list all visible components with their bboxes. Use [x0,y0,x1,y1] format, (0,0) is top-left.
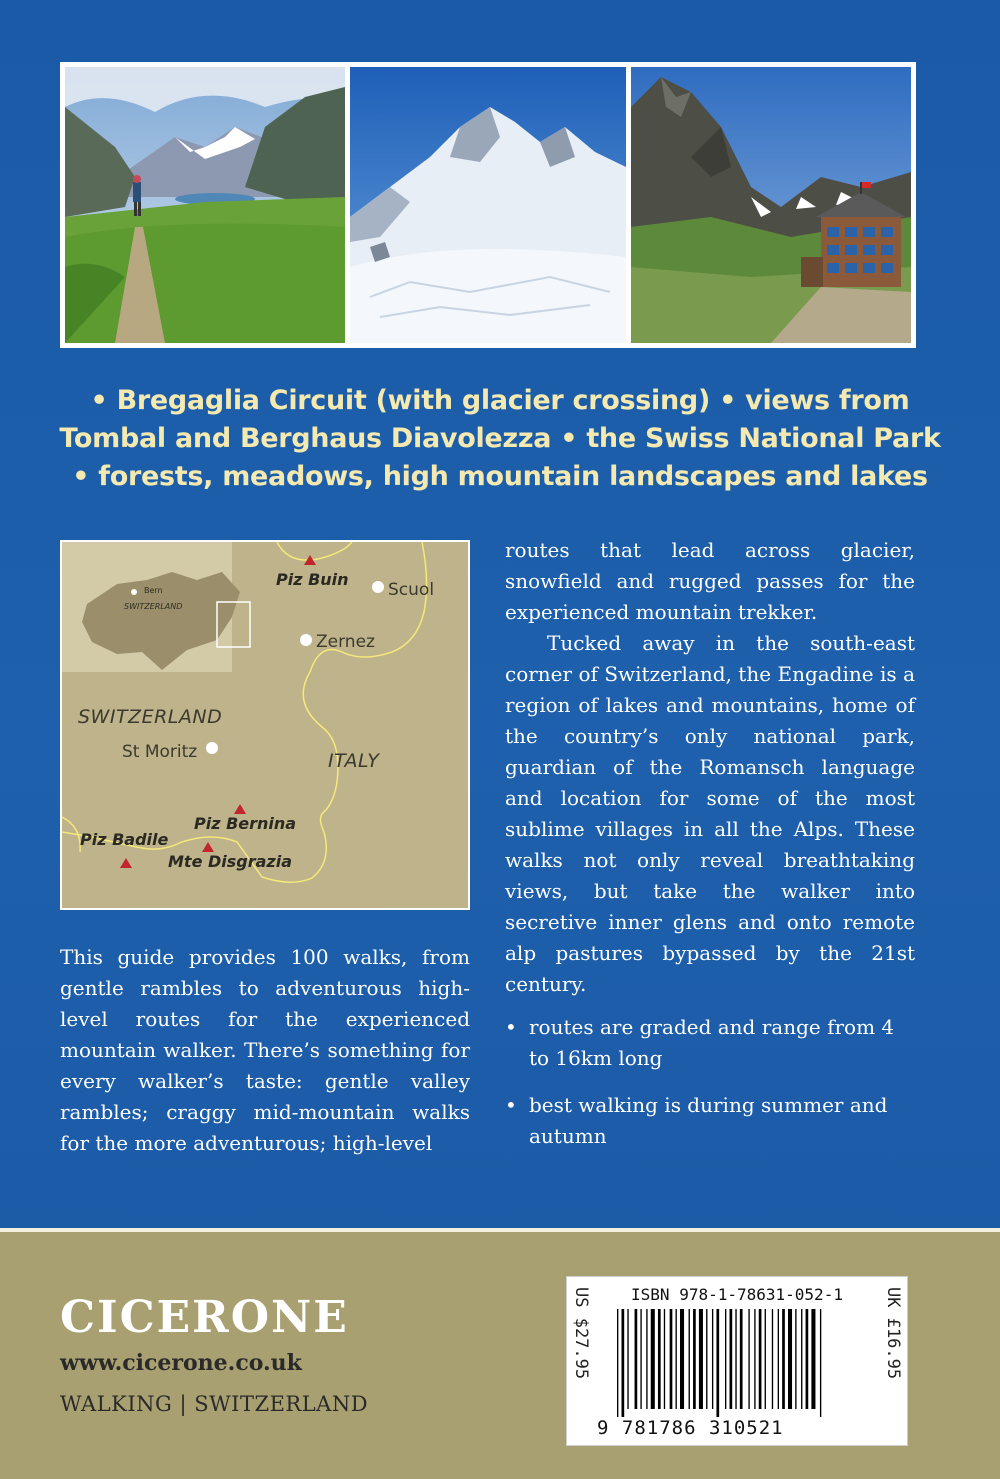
highlight-line: • forests, meadows, high mountain landscapes and lakes [72,461,928,492]
glacier-photo [350,67,626,343]
isbn-label: ISBN 978-1-78631-052-1 [631,1285,843,1304]
barcode-bar [740,1309,743,1409]
barcode-bar [806,1309,809,1409]
barcode-bar [716,1309,719,1417]
barcode-bar [801,1309,802,1409]
description-right-column [505,535,915,1168]
barcode-bar [689,1309,690,1409]
zernez-town-marker [300,634,312,646]
publisher-logo: CICERONE [60,1292,349,1343]
barcode-bar [725,1309,726,1409]
barcode-bar [788,1309,792,1409]
price-us: US $27.95 [571,1287,591,1380]
switzerland-label: SWITZERLAND [78,706,223,728]
barcode-bar [693,1309,696,1409]
zernez-label: Zernez [316,632,375,652]
italy-label: ITALY [328,750,380,772]
isbn-barcode [615,1309,863,1417]
book-category: WALKING | SWITZERLAND [60,1392,369,1416]
highlight-line: Tombal and Berghaus Diavolezza • the Swiss National Park [59,423,941,454]
barcode-bar [617,1309,618,1417]
barcode-bar [664,1309,665,1409]
barcode-bar [754,1309,755,1409]
barcode-bar [640,1309,641,1409]
highlights-list [40,382,960,496]
barcode-bar [658,1309,661,1409]
description-paragraph: routes that lead across glacier, snowfield and rugged passes for the experienced mountain trekker. [505,538,915,624]
inset-city-label: Bern [144,586,163,595]
mountain-hut-photo [631,67,911,343]
barcode-bar [820,1309,821,1417]
barcode-bar [622,1309,625,1417]
st-moritz-town-marker [206,742,218,754]
barcode-bar [748,1309,749,1409]
photo-strip [60,62,916,348]
footer-band [0,1228,1000,1479]
barcode-bar [772,1309,773,1409]
isbn-digits: 9 781786 310521 [597,1417,784,1439]
barcode-bar [730,1309,733,1409]
mte-disgrazia-label: Mte Disgrazia [168,852,293,871]
barcode-bar [765,1309,766,1409]
barcode-bar [646,1309,647,1409]
bern-marker [131,589,137,595]
barcode-bar [782,1309,785,1409]
barcode-bar [795,1309,796,1409]
barcode-bar [635,1309,638,1409]
highlight-line: • Bregaglia Circuit (with glacier crossing) • views from [90,385,910,416]
publisher-url[interactable]: www.cicerone.co.uk [60,1350,302,1376]
trail-valley-photo [65,67,345,343]
piz-bernina-label: Piz Bernina [194,814,297,833]
price-uk: UK £16.95 [883,1287,903,1380]
barcode-bar [759,1309,762,1409]
barcode-bar [778,1309,779,1409]
region-map [60,540,470,910]
barcode-bar [712,1309,713,1409]
description-paragraph: This guide provides 100 walks, from gentle rambles to adventurous high-level routes for the experienced mountain walker. There’s something for every walker’s taste: gentle valley rambles; craggy mid-mountain walks for the more adventurous; high-level [60,945,470,1155]
description-paragraph: Tucked away in the south-east corner of Switzerland, the Engadine is a region of lakes and mountains, home of the country’s only national park, guardian of the Romansch language and location for some of the most sublime villages in all the Alps. These walks not only reveal breathtaking views, but take the walker into secretive inner glens and onto remote alp pastures bypassed by the 21st century. [505,631,915,996]
description-left-column [60,942,470,1159]
barcode-bar [627,1309,628,1409]
piz-buin-label: Piz Buin [276,570,349,589]
barcode-box [566,1276,908,1446]
scuol-label: Scuol [388,580,435,600]
barcode-bar [735,1309,736,1409]
barcode-bar [651,1309,655,1409]
feature-bullets [505,1012,915,1152]
barcode-bar [680,1309,684,1409]
barcode-bar [676,1309,677,1409]
st-moritz-label: St Moritz [122,742,198,762]
scuol-town-marker [372,581,384,593]
feature-bullet: • best walking is during summer and autumn [505,1090,915,1152]
barcode-bar [706,1309,707,1409]
feature-bullet: • routes are graded and range from 4 to 16km long [505,1012,915,1074]
barcode-bar [811,1309,815,1409]
barcode-bar [670,1309,673,1409]
inset-country-label: SWITZERLAND [124,602,183,611]
barcode-bar [699,1309,703,1409]
piz-badile-label: Piz Badile [80,830,169,849]
